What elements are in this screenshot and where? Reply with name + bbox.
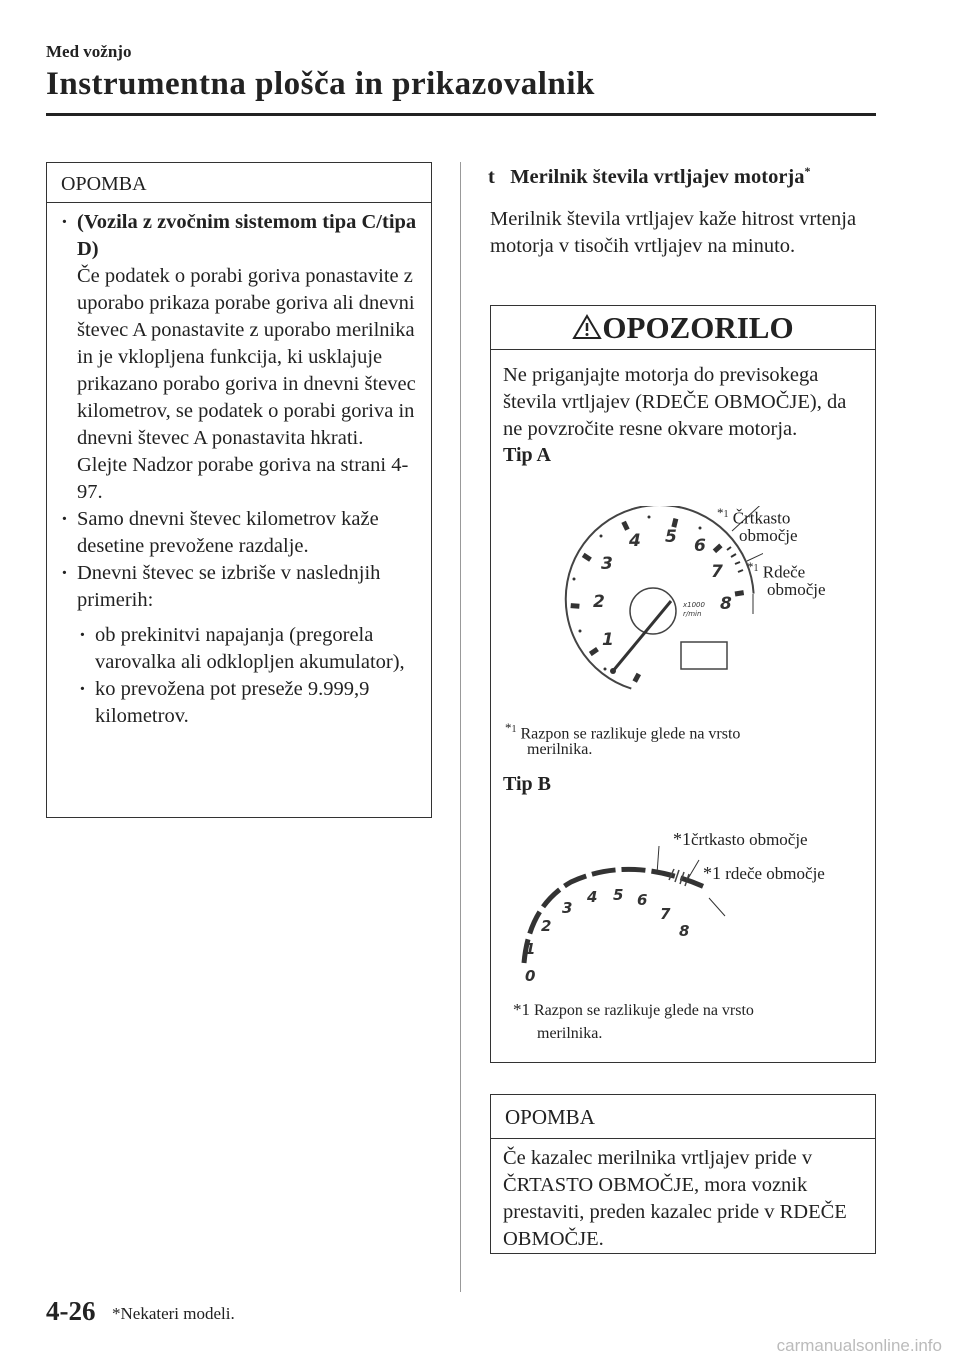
gauge-a-tick-label: 7	[711, 562, 723, 582]
gauge-b-tick-label: 2	[541, 917, 552, 935]
gauge-a-tick-label: 2	[593, 592, 605, 612]
title-rule	[46, 113, 876, 116]
note-item-text: Če podatek o porabi goriva ponastavite z uporabo prikaza porabe goriva ali dnevni števec A ponastavite z uporabo merilnika in je vklopljena funkcija, ki usklajuje prikazano porabo goriva in dnevni števec kilometrov, se podatek o porabi goriva in dnevni števec A ponastavita hkrati.	[77, 265, 416, 449]
column-divider	[460, 162, 461, 1292]
page-number: 4-26	[46, 1296, 96, 1326]
gauge-a-tick-label: 5	[665, 527, 677, 547]
tip-a-dashed-label: $^{*1}$ Črtkasto	[717, 505, 791, 528]
section-label: Med vožnjo	[46, 42, 132, 61]
gauge-a-tick-label: 4	[629, 531, 641, 551]
gauge-a-tick-label: 8	[720, 594, 732, 614]
warning-title: OPOZORILO	[602, 310, 794, 345]
gauge-b-tick-label: 8	[679, 922, 690, 940]
tip-b-footnote-line2: merilnika.	[537, 1025, 603, 1042]
note-body	[47, 203, 431, 730]
tip-a-footnote: $^{*1}$ Razpon se razlikuje glede na vrsto	[505, 720, 741, 743]
watermark: carmanualsonline.info	[776, 1336, 942, 1355]
gauge-b-tick-label: 5	[613, 886, 624, 904]
tip-b-label: Tip B	[503, 773, 551, 795]
gauge-a-tick-label: 6	[694, 536, 706, 556]
sub-list-item: · ob prekinitvi napajanja (pregorela varovalka ali odklopljen akumulator),	[61, 622, 421, 676]
gauge-a-units: x1000	[683, 601, 705, 609]
list-item: · Dnevni števec se izbriše v naslednjih primerih:	[61, 560, 421, 614]
page-title: Instrumentna plošča in prikazovalnik	[46, 66, 595, 102]
note-box-right	[490, 1094, 876, 1254]
list-item	[61, 209, 421, 506]
gauge-b-tick-label: 0	[525, 967, 536, 985]
warning-box	[490, 305, 876, 1063]
warning-triangle-icon	[572, 314, 602, 340]
note-text: Če kazalec merilnika vrtljajev pride v ČRTASTO OBMOČJE, mora voznik prestaviti, preden kazalec pride v RDEČE OBMOČJE.	[503, 1147, 847, 1250]
tip-a-footnote-line2: merilnika.	[527, 741, 593, 758]
tachometer-description: Merilnik števila vrtljajev kaže hitrost vrtenja motorja v tisočih vrtljajev na minuto.	[490, 208, 857, 257]
gauge-b-tick-label: 3	[562, 899, 573, 917]
gauge-a-tick-label: 3	[601, 554, 613, 574]
note-item-heading: · (Vozila z zvočnim sistemom tipa C/tipa D)	[77, 211, 417, 260]
note-title: OPOMBA	[491, 1095, 875, 1139]
note-box-left	[46, 162, 432, 818]
gauge-b-tick-label: 4	[587, 888, 598, 906]
gauge-a-units: r/min	[683, 610, 702, 618]
heading-star: *	[804, 164, 811, 178]
sub-list-item: · ko prevožena pot preseže 9.999,9 kilometrov.	[61, 676, 421, 730]
tip-b-dashed-label: *1črtkasto območje	[673, 829, 808, 849]
gauge-b-tick-label: 7	[660, 905, 671, 923]
tachometer-type-b-illustration	[511, 846, 731, 986]
gauge-b-tick-label: 6	[637, 891, 648, 909]
tip-a-label: Tip A	[503, 444, 551, 466]
tip-b-footnote: *1 Razpon se razlikuje glede na vrsto	[513, 1000, 754, 1019]
note-title: OPOMBA	[47, 163, 431, 203]
tip-a-red-label-line2: območje	[767, 580, 826, 599]
tip-a-red-label: $^{*1}$ Rdeče	[747, 559, 806, 582]
gauge-a-tick-label: 1	[602, 630, 614, 650]
footnote: *Nekateri modeli.	[112, 1304, 235, 1323]
list-item: · Samo dnevni števec kilometrov kaže desetine prevožene razdalje.	[61, 506, 421, 560]
section-heading	[488, 164, 811, 189]
heading-bullet: t	[488, 165, 495, 188]
heading-text: Merilnik števila vrtljajev motorja	[510, 165, 805, 188]
gauge-b-tick-label: 1	[525, 940, 536, 958]
note-item-reference: Glejte Nadzor porabe goriva na strani 4-97.	[77, 454, 409, 503]
tachometer-type-a-illustration	[543, 506, 763, 706]
tip-b-red-label: *1 rdeče območje	[703, 863, 825, 883]
warning-text: Ne priganjajte motorja do previsokega števila vrtljajev (RDEČE OBMOČJE), da ne povzročite resne okvare motorja.	[503, 364, 847, 440]
tip-a-dashed-label-line2: območje	[739, 526, 798, 545]
warning-header	[491, 306, 875, 350]
